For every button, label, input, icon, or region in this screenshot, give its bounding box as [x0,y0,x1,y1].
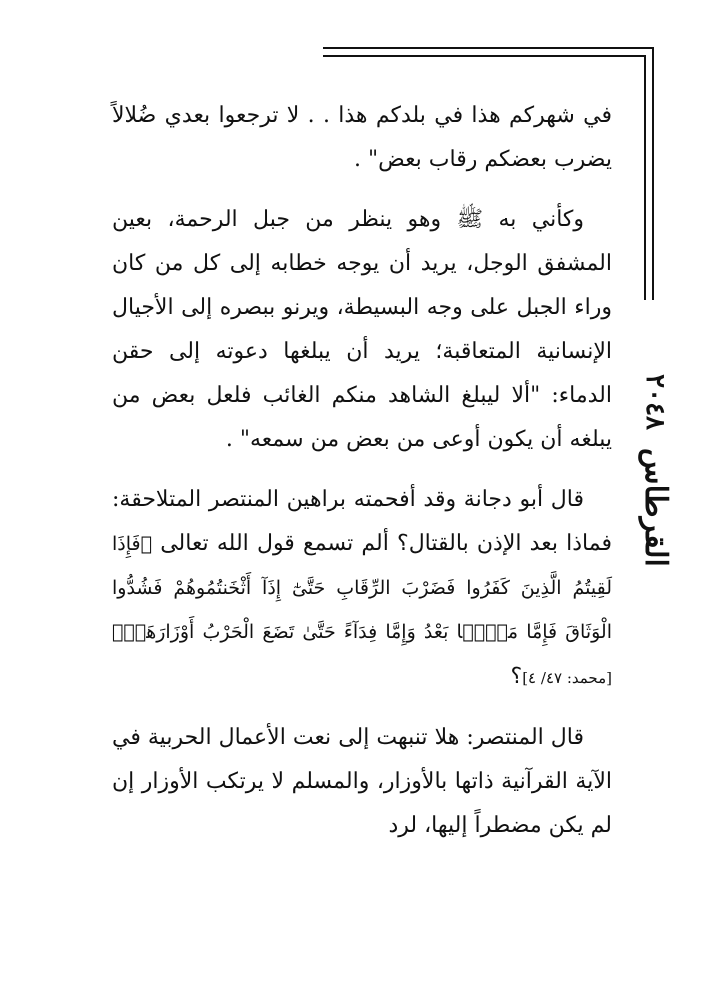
paragraph-2: وكأني به ﷺ وهو ينظر من جبل الرحمة، بعين المشفق الوجل، يريد أن يوجه خطابه إلى كل من كان وراء الجبل على وجه البسيطة، ويرنو ببصره إلى الأجيال الإنسانية المتعاقبة؛ يريد أن يبلغها دعوته إلى حقن الدماء: "ألا ليبلغ الشاهد منكم الغائب فلعل بعض من يبلغه أن يكون أوعى من بعض من سمعه" . [112,207,612,452]
frame-line-top-inner [323,55,645,57]
running-header [620,300,690,640]
paragraph-3-intro: قال أبو دجانة وقد أفحمته براهين المنتصر المتلاحقة: فماذا بعد الإذن بالقتال؟ ألم تسمع قول الله تعالى [112,487,612,556]
frame-line-right-inner [644,55,646,300]
paragraph-4: قال المنتصر: هلا تنبهت إلى نعت الأعمال الحربية في الآية القرآنية ذاتها بالأوزار، والمسلم لا يرتكب الأوزار إن لم يكن مضطراً إليها، لرد [112,725,612,838]
verse-reference: [محمد: ٤٧/ ٤] [522,669,612,687]
page-number: ٢٠٤٨ [640,373,671,430]
paragraph-3-end: ؟ [510,664,523,689]
paragraph-1: في شهركم هذا في بلدكم هذا . . لا ترجعوا بعدي ضُلالاً يضرب بعضكم رقاب بعض" . [112,103,612,172]
frame-line-right-outer [652,47,654,300]
frame-line-top-outer [323,47,653,49]
quran-verse: ﴿فَإِذَا لَقِيتُمُ الَّذِينَ كَفَرُوا فَضَرْبَ الرِّقَابِ حَتَّىٰٓ إِذَآ أَثْخَنتُمُوهُمْ فَشُدُّوا الْوَثَاقَ فَإِمَّا مَنًّۢا بَعْدُ وَإِمَّا فِدَآءً حَتَّىٰ تَضَعَ الْحَرْبُ أَوْزَارَهَاۚ﴾ [112,533,612,643]
page-body [112,94,612,848]
paragraph-3 [112,478,612,700]
book-title: القرطاس [637,447,673,567]
